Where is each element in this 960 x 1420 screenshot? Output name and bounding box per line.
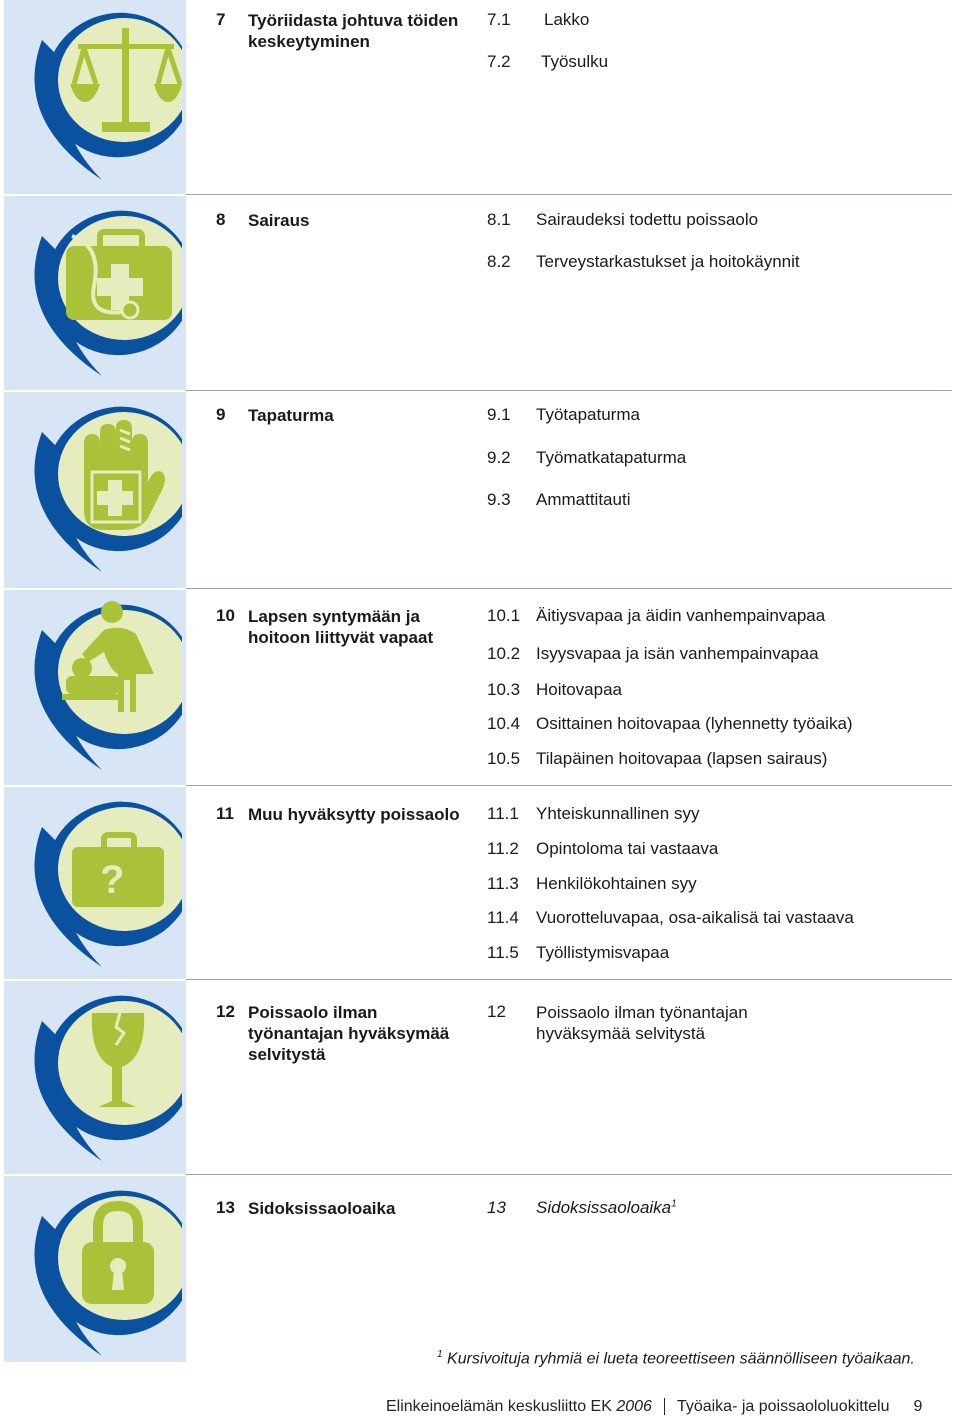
parent-child-icon <box>12 600 182 780</box>
list-item <box>487 1198 677 1218</box>
item-number: 8.2 <box>487 252 511 271</box>
footnote-text: Kursivoituja ryhmiä ei lueta teoreettiseen säännölliseen työaikaan. <box>447 1350 915 1368</box>
item-number: 12 <box>487 1002 506 1021</box>
item-text: Isyysvapaa ja isän vanhempainvapaa <box>536 644 819 663</box>
divider <box>186 588 952 589</box>
item-number: 10.3 <box>487 680 521 699</box>
category-number: 13 <box>216 1198 235 1217</box>
category-number: 10 <box>216 606 235 625</box>
list-item <box>487 644 819 664</box>
divider <box>186 1174 952 1175</box>
divider <box>186 785 952 786</box>
footnote <box>437 1349 915 1368</box>
footnote-mark: 1 <box>437 1349 443 1360</box>
item-text: Yhteiskunnallinen syy <box>536 804 700 823</box>
item-number: 7.2 <box>487 52 511 71</box>
list-item <box>487 52 608 72</box>
footer-org: Elinkeinoelämän keskusliitto EK <box>386 1398 612 1415</box>
item-text: Opintoloma tai vastaava <box>536 839 719 858</box>
item-text: Hoitovapaa <box>536 680 623 699</box>
item-number: 9.3 <box>487 490 511 509</box>
category-title: Lapsen syntymään ja hoitoon liittyvät vapaat <box>248 607 434 647</box>
divider <box>186 194 952 195</box>
item-text: Työllistymisvapaa <box>536 943 670 962</box>
category-number: 12 <box>216 1002 235 1021</box>
divider <box>186 390 952 391</box>
item-number: 10.4 <box>487 714 521 733</box>
item-number: 11.5 <box>487 943 519 962</box>
item-number: 13 <box>487 1198 506 1217</box>
item-number: 10.2 <box>487 644 521 663</box>
divider <box>186 979 952 980</box>
footer-year: 2006 <box>616 1398 652 1415</box>
list-item <box>487 606 825 626</box>
category-title: Työriidasta johtuva töiden keskeytyminen <box>248 11 459 51</box>
list-item <box>487 804 699 824</box>
page-footer <box>386 1398 922 1416</box>
category-number: 9 <box>216 405 226 424</box>
scales-icon <box>12 10 182 190</box>
item-text: Vuorotteluvapaa, osa-aikalisä tai vastaava <box>536 908 854 927</box>
item-text: Työtapaturma <box>536 405 640 424</box>
list-item <box>487 405 640 425</box>
list-item <box>487 749 827 769</box>
question-briefcase-icon <box>12 797 182 977</box>
list-item <box>487 680 622 700</box>
item-number: 11.1 <box>487 804 519 823</box>
first-aid-kit-icon <box>12 206 182 386</box>
list-item <box>487 874 697 894</box>
padlock-icon <box>12 1186 182 1366</box>
item-number: 8.1 <box>487 210 511 229</box>
page-number: 9 <box>913 1398 923 1415</box>
item-number: 9.1 <box>487 405 511 424</box>
item-text: Ammattitauti <box>536 490 631 509</box>
item-text: Tilapäinen hoitovapaa (lapsen sairaus) <box>536 749 828 768</box>
category-title: Sidoksissaoloaika <box>248 1199 396 1218</box>
item-text: Sidoksissaoloaika <box>536 1198 672 1217</box>
category-number: 8 <box>216 210 226 229</box>
footnote-mark: 1 <box>671 1198 677 1210</box>
list-item <box>487 943 669 963</box>
bandaged-hand-icon <box>12 402 182 582</box>
category-title: Muu hyväksytty poissaolo <box>248 805 460 824</box>
broken-glass-icon <box>12 991 182 1171</box>
category-title: Tapaturma <box>248 406 334 425</box>
item-text: Osittainen hoitovapaa (lyhennetty työaika) <box>536 714 853 733</box>
item-text: Henkilökohtainen syy <box>536 874 697 893</box>
item-text: Äitiysvapaa ja äidin vanhempainvapaa <box>536 606 826 625</box>
item-number: 11.2 <box>487 839 519 858</box>
svg-text:?: ? <box>100 858 125 902</box>
item-number: 9.2 <box>487 448 511 467</box>
item-text: Poissaolo ilman työnantajan hyväksymää selvitystä <box>536 1003 748 1043</box>
item-text: Työmatkatapaturma <box>536 448 687 467</box>
item-number: 11.3 <box>487 874 519 893</box>
list-item <box>487 10 589 30</box>
item-number: 7.1 <box>487 10 511 29</box>
category-number: 7 <box>216 10 226 29</box>
list-item <box>487 839 718 859</box>
list-item <box>487 908 854 928</box>
category-title: Sairaus <box>248 211 310 230</box>
item-text: Sairaudeksi todettu poissaolo <box>536 210 759 229</box>
category-number: 11 <box>216 804 234 823</box>
footer-divider <box>664 1398 665 1415</box>
item-number: 11.4 <box>487 908 519 927</box>
list-item <box>487 252 800 272</box>
item-text: Terveystarkastukset ja hoitokäynnit <box>536 252 800 271</box>
list-item <box>487 210 758 230</box>
footer-doc-title: Työaika- ja poissaololuokittelu <box>676 1398 890 1415</box>
item-number: 10.1 <box>487 606 521 625</box>
list-item <box>487 490 630 510</box>
list-item <box>487 1002 776 1044</box>
item-number: 10.5 <box>487 749 521 768</box>
item-text: Lakko <box>544 10 590 29</box>
list-item <box>487 714 853 734</box>
item-text: Työsulku <box>541 52 609 71</box>
category-title: Poissaolo ilman työnantajan hyväksymää selvitystä <box>248 1003 450 1064</box>
list-item <box>487 448 686 468</box>
